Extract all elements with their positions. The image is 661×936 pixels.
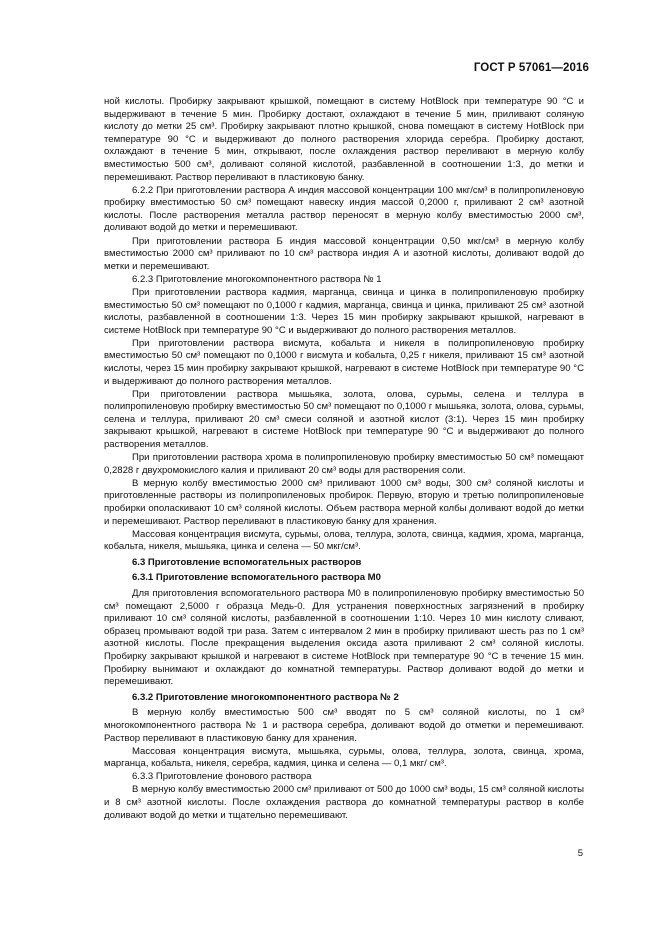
paragraph-flask-mixing: В мерную колбу вместимостью 2000 см³ приливают 1000 см³ воды, 300 см³ соляной кислоты и приготовленные растворы из полипропиленовых пробирок. Первую, вторую и третью полипропиленовые пробирки ополаскивают 10 см³ соляной кислоты. Объем раствора мерной колбы доливают водой до метки и перемешивают. Раствор переливают в пластиковую банку для хранения. xyxy=(104,477,584,527)
section-6-3-2-heading: 6.3.2 Приготовление многокомпонентного раствора № 2 xyxy=(132,691,399,703)
section-6-2-3-heading: 6.2.3 Приготовление многокомпонентного раствора № 1 xyxy=(132,273,382,285)
page-number: 5 xyxy=(577,848,583,859)
paragraph-continuation: ной кислоты. Пробирку закрывают крышкой, помещают в систему HotBlock при температуре 90 °С и выдерживают в течение 5 мин. Пробирку достают, охлаждают в течение 5 мин, приливают соляную кислоту до метки 25 см³. Пробирку закрывают плотно крышкой, снова помещают в систему HotBlock при температуре 90 °С и выдерживают до полного растворения хлорида серебра. Пробирку достают, охлаждают в течение 5 мин, открывают, после охлаждения раствор переливают в мерную колбу вместимостью 500 см³, доливают соляной кислотой, разбавленной в соотношении 1:3, до метки и перемешивают. Раствор переливают в пластиковую банку. xyxy=(104,96,584,183)
paragraph-6-2-2: 6.2.2 При приготовлении раствора А индия массовой концентрации 100 мкг/см³ в полипропиленовую пробирку вместимостью 50 см³ помещают навеску индия массой 0,2000 г, приливают 2 см³ азотной кислоты. После растворения металла раствор переносят в мерную колбу вместимостью 2000 см³, доливают водой до метки и перемешивают. xyxy=(104,184,584,234)
paragraph-chromium-solution: При приготовлении раствора хрома в полипропиленовую пробирку вместимостью 50 см³ помещают 0,2828 г двухромокислого калия и приливают 20 см³ воды для растворения соли. xyxy=(104,452,584,476)
paragraph-solution-2: В мерную колбу вместимостью 500 см³ вводят по 5 см³ соляной кислоты, по 1 см³ многокомпонентного раствора № 1 и раствора серебра, доливают водой до отметки и перемешивают. Раствор переливают в пластиковую банку для хранения. xyxy=(104,707,584,744)
section-6-3-3-heading: 6.3.3 Приготовление фонового раствора xyxy=(132,771,312,783)
paragraph-arsenic-solution: При приготовлении раствора мышьяка, золота, олова, сурьмы, селена и теллура в полипропиленовую пробирку вместимостью 50 см³ помещают по 0,1000 г мышьяка, золота, олова, сурьмы, селена и теллура, приливают 20 см³ смеси соляной и азотной кислот (3:1). Через 15 мин пробирку закрывают крышкой, нагревают в системе HotBlock при температуре 90 °С и выдерживают до полного растворения металлов. xyxy=(104,388,584,451)
paragraph-bismuth-solution: При приготовлении раствора висмута, кобальта и никеля в полипропиленовую пробирку вместимостью 50 см³ помещают по 0,1000 г висмута и кобальта, 0,25 г никеля, приливают 15 см³ азотной кислоты, через 15 мин пробирку закрывают крышкой, нагревают в системе HotBlock при температуре 90 °С и выдерживают до полного растворения металлов. xyxy=(104,337,584,387)
paragraph-indium-b: При приготовлении раствора Б индия массовой концентрации 0,50 мкг/см³ в мерную колбу вместимостью 2000 см³ приливают по 10 см³ раствора индия А и азотной кислоты, доливают водой до метки и перемешивают. xyxy=(104,235,584,272)
paragraph-m0-solution: Для приготовления вспомогательного раствора М0 в полипропиленовую пробирку вместимостью 50 см³ помещают 2,5000 г образца Медь-0. Для устранения поверхностных загрязнений в пробирку приливают 10 см³ соляной кислоты, разбавленной в соотношении 1:10. Через 10 мин кислоту сливают, образец промывают водой три раза. Затем с интервалом 2 мин в пробирку приливают шесть раз по 1 см³ азотной кислоты. После прекращения выделения оксида азота приливают 2 см³ соляной кислоты. Пробирку закрывают крышкой и нагревают в системе HotBlock при температуре 90 °С в течение 15 мин. Пробирку вынимают и охлаждают до комнатной температуры. Раствор доливают водой до метки и перемешивают. xyxy=(104,588,584,688)
section-6-3-heading: 6.3 Приготовление вспомогательных растворов xyxy=(132,556,362,568)
paragraph-background-solution: В мерную колбу вместимостью 2000 см³ приливают от 500 до 1000 см³ воды, 15 см³ соляной кислоты и 8 см³ азотной кислоты. После охлаждения раствора до комнатной температуры раствор в колбе доливают водой до метки и тщательно перемешивают. xyxy=(104,784,584,821)
document-body xyxy=(104,96,584,823)
paragraph-concentration-2: Массовая концентрация висмута, мышьяка, сурьмы, олова, теллура, золота, свинца, хрома, марганца, кобальта, никеля, серебра, кадмия, цинка и селена — 0,1 мкг/ см³. xyxy=(104,745,584,770)
section-6-3-1-heading: 6.3.1 Приготовление вспомогательного раствора М0 xyxy=(132,572,381,584)
paragraph-cadmium-solution: При приготовлении раствора кадмия, марганца, свинца и цинка в полипропиленовую пробирку вместимостью 50 см³ помещают по 0,1000 г кадмия, марганца, свинца и цинка, приливают 25 см³ азотной кислоты, разбавленной в соотношении 1:3. Через 15 мин пробирку закрывают крышкой, нагревают в системе HotBlock при температуре 90 °С и выдерживают до полного растворения металлов. xyxy=(104,286,584,336)
paragraph-concentration-1: Массовая концентрация висмута, сурьмы, олова, теллура, золота, свинца, кадмия, хрома, марганца, кобальта, никеля, мышьяка, цинка и селена — 50 мкг/см³. xyxy=(104,528,584,553)
document-id-header: ГОСТ Р 57061—2016 xyxy=(473,62,589,74)
